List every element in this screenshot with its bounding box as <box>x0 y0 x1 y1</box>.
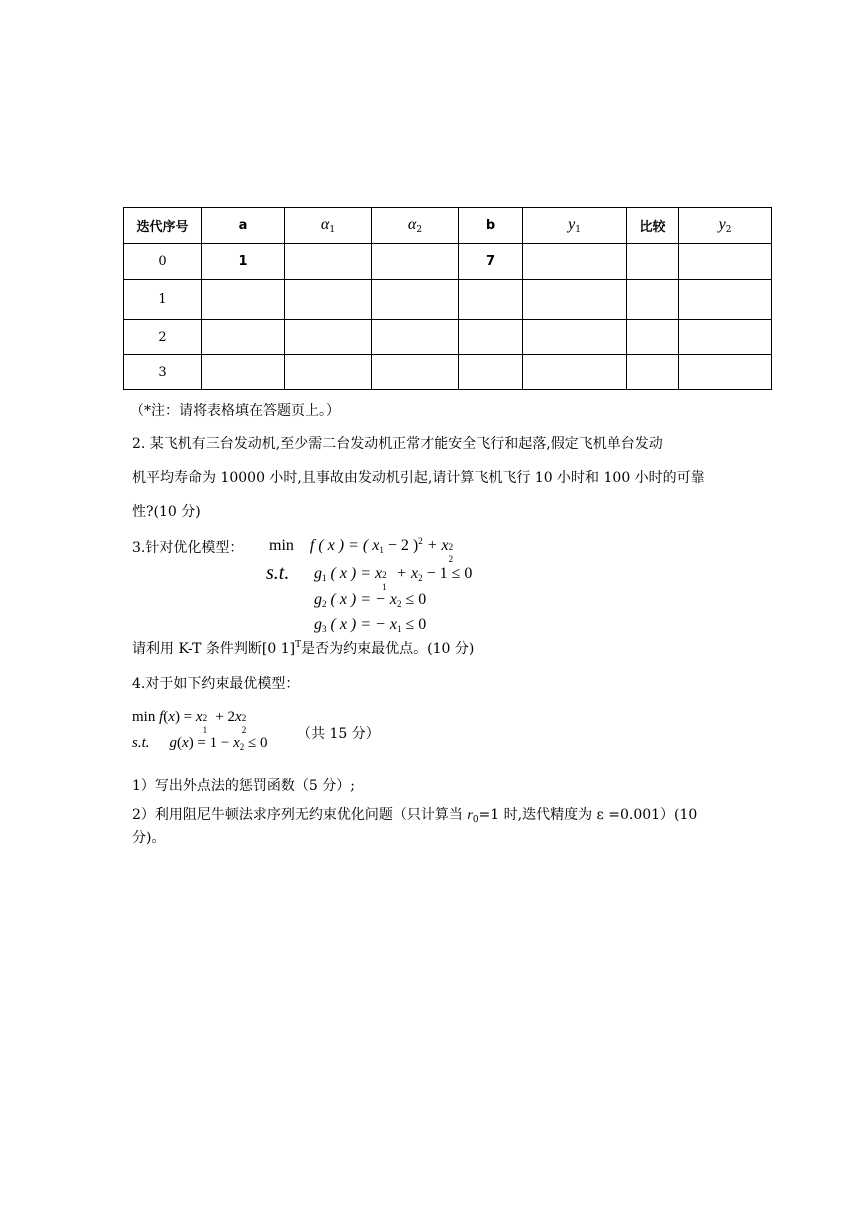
table-cell <box>459 320 523 355</box>
table-cell <box>523 280 627 320</box>
q4-intro: 4.对于如下约束最优模型： <box>132 676 300 692</box>
header-y2 <box>679 208 772 244</box>
table-cell <box>627 355 679 390</box>
table-cell <box>627 244 679 280</box>
q2-line-2: 机平均寿命为 10000 小时,且事故由发动机引起,请计算飞机飞行 10 小时和 100 小时的可靠 <box>132 470 705 486</box>
constraint-text: ( x ) = x <box>330 565 383 582</box>
subscript: 1 <box>382 582 387 592</box>
table-row <box>124 355 772 390</box>
table-row <box>124 320 772 355</box>
q4-part-2-line-2: 分)。 <box>132 830 166 846</box>
table-cell <box>285 244 372 280</box>
q3-objective <box>269 536 459 564</box>
table-cell: 7 <box>459 244 523 280</box>
constraint-text: ( x ) = − x <box>330 616 397 633</box>
table-cell <box>372 244 459 280</box>
table-cell: 1 <box>124 280 202 320</box>
q3-intro: 3.针对优化模型： <box>132 540 244 556</box>
paren: ( <box>163 709 169 725</box>
x-symbol: x <box>235 709 242 725</box>
constraint-text: ≤ 0 <box>244 735 268 751</box>
header-iteration: 迭代序号 <box>124 208 202 244</box>
table-row <box>124 280 772 320</box>
header-b: b <box>459 208 523 244</box>
q3-question <box>132 638 474 658</box>
subscript: 1 <box>396 624 402 634</box>
st-label: s.t. <box>266 562 290 584</box>
objective-text: − 2 ) <box>383 537 419 554</box>
alpha-subscript: 2 <box>416 225 423 235</box>
q4-part-1: 1）写出外点法的惩罚函数（5 分）; <box>132 778 355 794</box>
y-symbol: y <box>718 216 726 233</box>
objective-text: + x <box>422 537 449 554</box>
constraint-text: ≤ 0 <box>401 616 427 633</box>
table-cell <box>523 244 627 280</box>
table-cell <box>459 280 523 320</box>
subscript: 2 <box>241 725 247 735</box>
table-cell <box>679 320 772 355</box>
iteration-table <box>123 207 772 390</box>
table-cell <box>372 280 459 320</box>
subscript: 2 <box>396 599 402 609</box>
y-subscript: 2 <box>725 225 732 235</box>
table-cell <box>679 355 772 390</box>
q4-objective <box>132 709 251 735</box>
constraint-text: + x <box>392 565 419 582</box>
subscript: 0 <box>472 815 479 825</box>
header-alpha1 <box>285 208 372 244</box>
superscript: 2 <box>202 713 208 723</box>
table-cell: 1 <box>202 244 285 280</box>
table-cell <box>627 320 679 355</box>
g-symbol: g <box>314 616 322 633</box>
q3-constraint-1 <box>314 565 473 592</box>
question-text: 是否为约束最优点。(10 分) <box>301 641 475 657</box>
q4-constraint <box>132 735 268 752</box>
header-alpha2 <box>372 208 459 244</box>
alpha-symbol: α <box>407 216 417 233</box>
table-cell <box>679 280 772 320</box>
superscript: T <box>295 640 302 650</box>
q4-score: （共 15 分） <box>297 726 380 742</box>
table-cell <box>523 320 627 355</box>
table-row <box>124 244 772 280</box>
table-cell <box>285 320 372 355</box>
subscript: 1 <box>379 545 384 555</box>
constraint-text: − 1 ≤ 0 <box>422 565 473 582</box>
table-header-row <box>124 208 772 244</box>
question-text: 2）利用阻尼牛顿法求序列无约束优化问题（只计算当 <box>132 807 468 823</box>
objective-text: f ( x ) = ( x <box>309 537 380 554</box>
table-cell: 2 <box>124 320 202 355</box>
superscript: 2 <box>241 713 247 723</box>
min-label: min <box>269 537 294 554</box>
st-label: s.t. <box>132 735 150 751</box>
q2-line-1: 2. 某飞机有三台发动机,至少需二台发动机正常才能安全飞行和起落,假定飞机单台发动 <box>132 436 663 452</box>
objective-text: + 2 <box>211 709 236 725</box>
subscript: 1 <box>202 725 208 735</box>
header-compare: 比较 <box>627 208 679 244</box>
table-cell <box>202 280 285 320</box>
q4-part-2-line-1 <box>132 804 697 825</box>
subscript: 1 <box>322 573 327 583</box>
subscript: 2 <box>239 742 245 752</box>
table-cell <box>372 355 459 390</box>
table-note: （*注：请将表格填在答题页上。） <box>130 403 340 419</box>
g-symbol: g <box>314 591 322 608</box>
table-cell <box>523 355 627 390</box>
x-symbol: x <box>233 735 240 751</box>
subscript: 3 <box>322 624 327 634</box>
paren: ( <box>177 735 183 751</box>
table-cell <box>679 244 772 280</box>
table-cell: 3 <box>124 355 202 390</box>
alpha-symbol: α <box>320 216 330 233</box>
x-symbol: x <box>182 735 189 751</box>
constraint-text: ) = 1 − <box>188 735 234 751</box>
g-symbol: g <box>169 735 178 751</box>
r-symbol: r <box>467 808 473 823</box>
subscript: 2 <box>322 599 327 609</box>
q2-line-3: 性?(10 分) <box>132 504 201 520</box>
table-cell <box>285 355 372 390</box>
table-cell: 0 <box>124 244 202 280</box>
x-symbol: x <box>195 709 203 725</box>
superscript: 2 <box>382 570 387 580</box>
header-a: a <box>202 208 285 244</box>
g-symbol: g <box>314 565 322 582</box>
constraint-text: ≤ 0 <box>401 591 427 608</box>
f-symbol: f <box>159 709 164 725</box>
table-cell <box>202 355 285 390</box>
table-cell <box>372 320 459 355</box>
q3-constraint-3 <box>314 616 426 634</box>
x-symbol: x <box>168 709 175 725</box>
min-label: min <box>132 709 160 725</box>
table-cell <box>627 280 679 320</box>
objective-text: ) = <box>174 709 196 725</box>
superscript: 2 <box>448 542 454 552</box>
subscript: 2 <box>448 554 454 564</box>
q3-st-label <box>266 562 289 585</box>
table-cell <box>202 320 285 355</box>
table-cell <box>459 355 523 390</box>
question-text: 请利用 K-T 条件判断[0 1] <box>132 641 296 657</box>
superscript: 2 <box>418 536 423 546</box>
y-subscript: 1 <box>575 225 581 235</box>
y-symbol: y <box>568 216 576 233</box>
q3-constraint-2 <box>314 591 426 609</box>
question-text: =1 时,迭代精度为 ε =0.001）(10 <box>478 807 698 823</box>
alpha-subscript: 1 <box>329 225 336 235</box>
table-cell <box>285 280 372 320</box>
constraint-text: ( x ) = − x <box>330 591 397 608</box>
subscript: 2 <box>418 573 423 583</box>
header-y1 <box>523 208 627 244</box>
